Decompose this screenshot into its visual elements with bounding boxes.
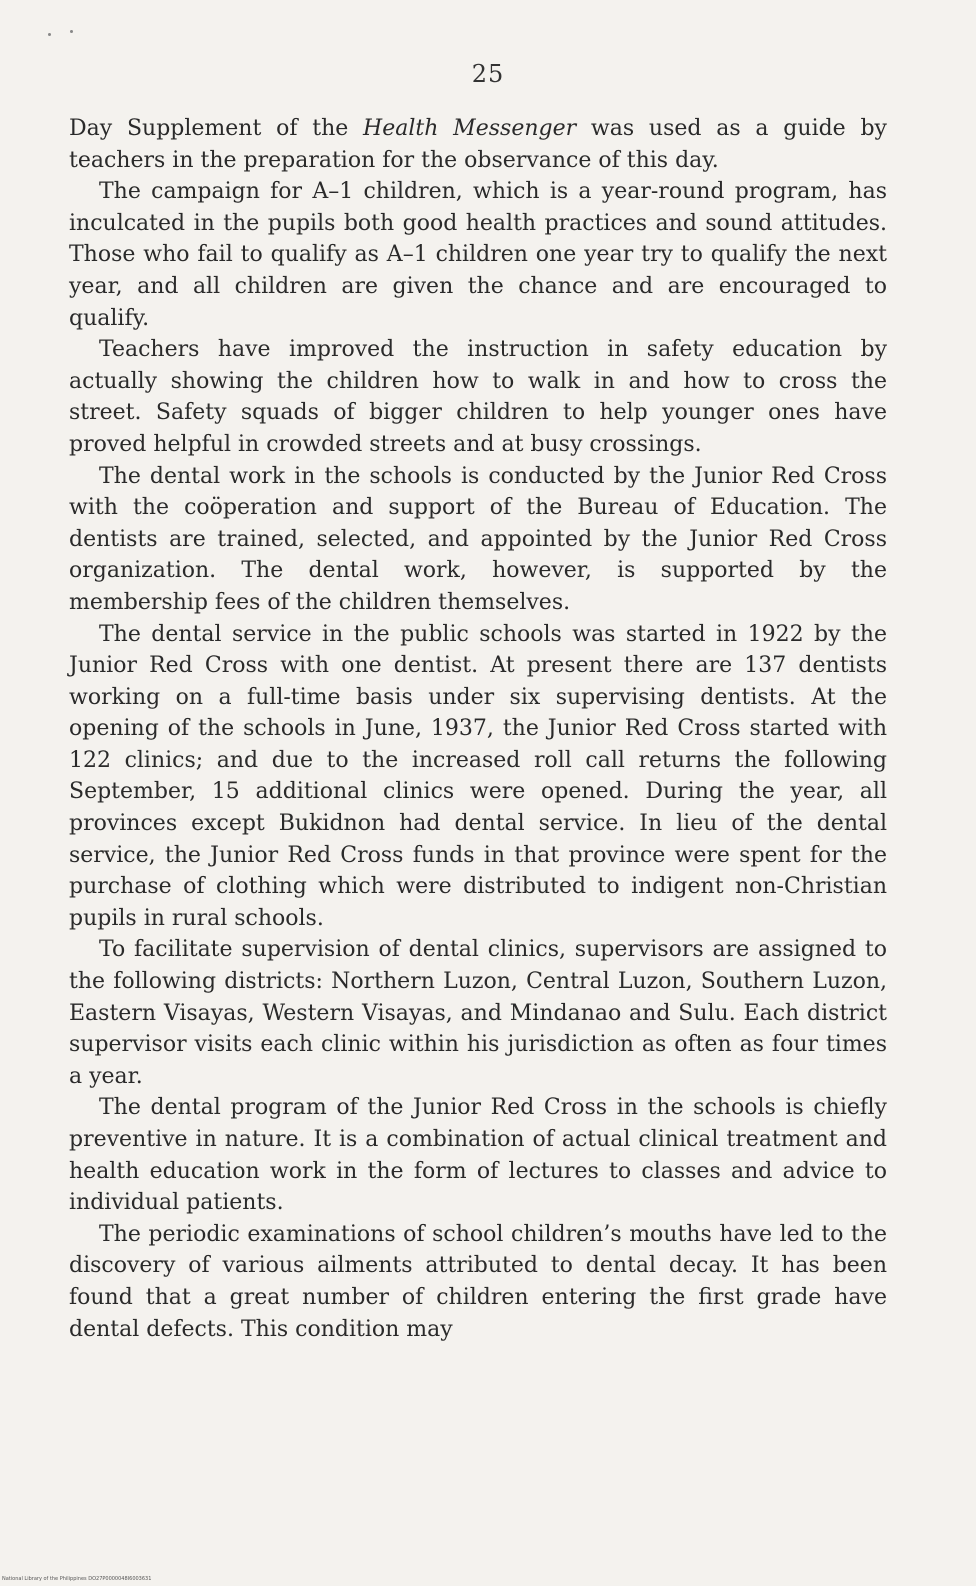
paragraph-continued <box>69 113 887 176</box>
paragraph-a1-campaign: The campaign for A–1 children, which is a year-round program, has inculcated in the pupils both good health practices and sound attitudes. Those who fail to qualify as A–1 children one year try to qualify the next year, and all children are given the chance and are encouraged to qualify. <box>69 179 887 331</box>
scan-speck <box>48 33 51 36</box>
scan-speck <box>70 30 73 33</box>
paragraph-safety-education: Teachers have improved the instruction in safety education by actually showing the children how to walk in and how to cross the street. Safety squads of bigger children to help younger ones have proved helpful in crowded streets and at busy crossings. <box>69 337 887 457</box>
page-number: 25 <box>471 60 505 88</box>
publication-title: Health Messenger <box>363 116 577 141</box>
library-credit: National Library of the Philippines DO27P0000048I6003631 <box>2 1576 152 1582</box>
paragraph-dental-program: The dental program of the Junior Red Cross in the schools is chiefly preventive in nature. It is a combination of actual clinical treatment and health education work in the form of lectures to classes and advice to individual patients. <box>69 1095 887 1216</box>
paragraph-text: was used as a guide by teachers in the preparation for the observance of this day. <box>69 116 887 173</box>
body-text <box>69 113 887 1345</box>
paragraph-supervision: To facilitate supervision of dental clinics, supervisors are assigned to the following districts: Northern Luzon, Central Luzon, Southern Luzon, Eastern Visayas, Western Visayas, and Mindanao and Sulu. Each district supervisor visits each clinic within his jurisdiction as often as four times a year. <box>69 937 887 1089</box>
paragraph-text: Day Supplement of the <box>69 116 364 141</box>
paragraph-dental-service: The dental service in the public schools was started in 1922 by the Junior Red Cross with one dentist. At present there are 137 dentists working on a full-time basis under six supervising dentists. At the opening of the schools in June, 1937, the Junior Red Cross started with 122 clinics; and due to the increased roll call returns the following September, 15 additional clinics were opened. During the year, all provinces except Bukidnon had dental service. In lieu of the dental service, the Junior Red Cross funds in that province were spent for the purchase of clothing which were distributed to indigent non-Christian pupils in rural schools. <box>69 621 887 931</box>
paragraph-periodic-examinations: The periodic examinations of school children’s mouths have led to the discovery of various ailments attributed to dental decay. It has been found that a great number of children entering the first grade have dental defects. This condition may <box>69 1221 887 1342</box>
paragraph-dental-work: The dental work in the schools is conducted by the Junior Red Cross with the coöperation and support of the Bureau of Education. The dentists are trained, selected, and appointed by the Junior Red Cross organization. The dental work, however, is supported by the membership fees of the children themselves. <box>69 463 887 615</box>
